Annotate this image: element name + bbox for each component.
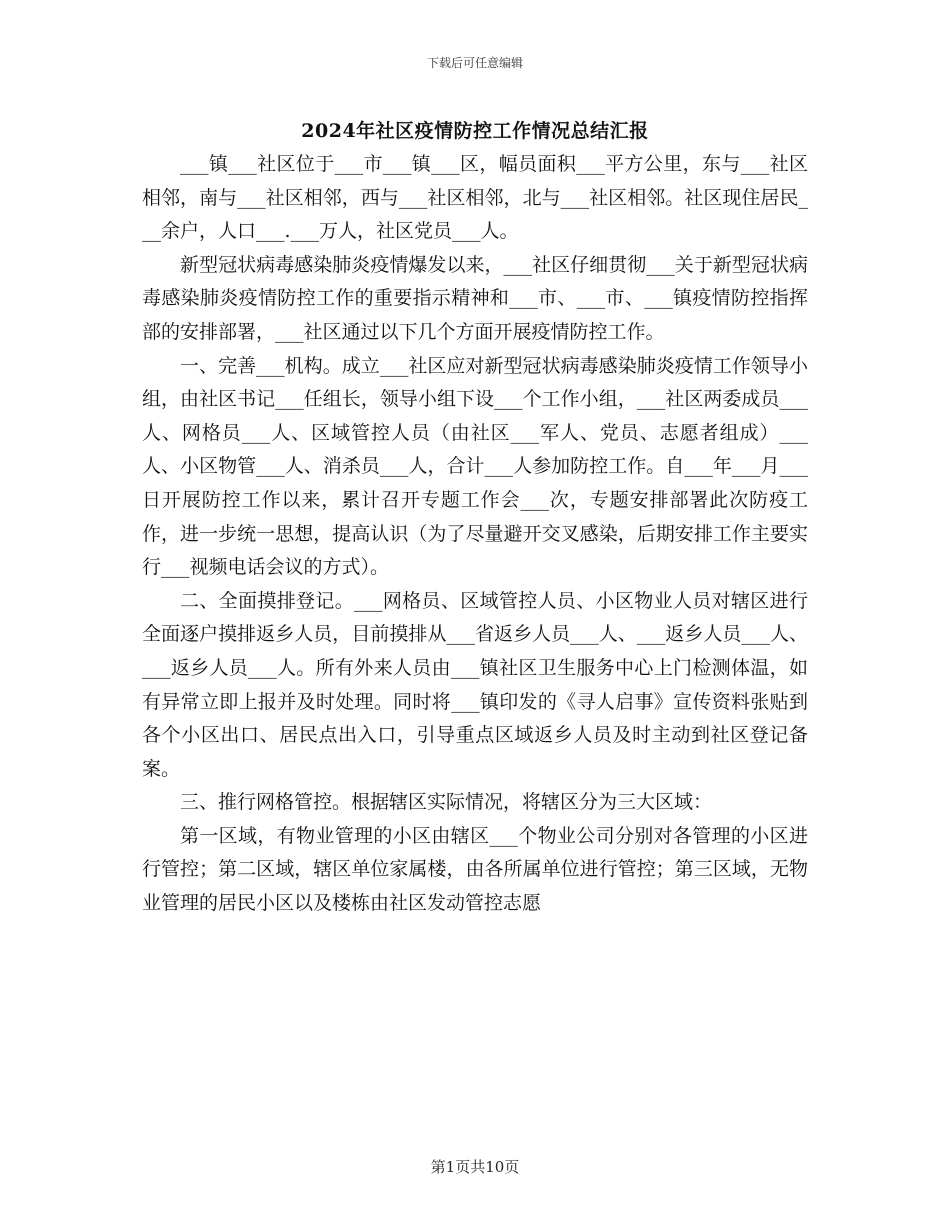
paragraph-background: 新型冠状病毒感染肺炎疫情爆发以来，___社区仔细贯彻___关于新型冠状病毒感染肺炎疫情防控工作的重要指示精神和___市、___市、___镇疫情防控指挥部的安排部署，___社区通过以下几个方面开展疫情防控工作。: [142, 253, 808, 343]
paragraph-section-1: 一、完善___机构。成立___社区应对新型冠状病毒感染肺炎疫情工作领导小组，由社区书记___任组长，领导小组下设___个工作小组，___社区两委成员___人、网格员___人、区域管控人员（由社区___军人、党员、志愿者组成）___人、小区物管___人、消杀员___人，合计___人参加防控工作。自___年___月___日开展防控工作以来，累计召开专题工作会___次，专题安排部署此次防疫工作，进一步统一思想，提高认识（为了尽量避开交叉感染，后期安排工作主要实行___视频电话会议的方式）。: [142, 354, 808, 579]
paragraph-section-2: 二、全面摸排登记。___网格员、区域管控人员、小区物业人员对辖区进行全面逐户摸排返乡人员，目前摸排从___省返乡人员___人、___返乡人员___人、___返乡人员___人。所有外来人员由___镇社区卫生服务中心上门检测体温，如有异常立即上报并及时处理。同时将___镇印发的《寻人启事》宣传资料张贴到各个小区出口、居民点出入口，引导重点区域返乡人员及时主动到社区登记备案。: [142, 589, 808, 780]
paragraph-section-3-detail: 第一区域，有物业管理的小区由辖区___个物业公司分别对各管理的小区进行管控；第二区域，辖区单位家属楼，由各所属单位进行管控；第三区域，无物业管理的居民小区以及楼栋由社区发动管控志愿: [142, 824, 808, 915]
document-body: [142, 148, 808, 921]
paragraph-overview: ___镇___社区位于___市___镇___区，幅员面积___平方公里，东与___社区相邻，南与___社区相邻，西与___社区相邻，北与___社区相邻。社区现住居民___余户，人口___.___万人，社区党员___人。: [142, 153, 808, 243]
paragraph-section-3: 三、推行网格管控。根据辖区实际情况，将辖区分为三大区域：: [180, 791, 713, 814]
header-note: 下载后可任意编辑: [426, 56, 523, 70]
document-title: 2024年社区疫情防控工作情况总结汇报: [301, 120, 649, 142]
page-indicator: 第1页共10页: [430, 1158, 520, 1176]
